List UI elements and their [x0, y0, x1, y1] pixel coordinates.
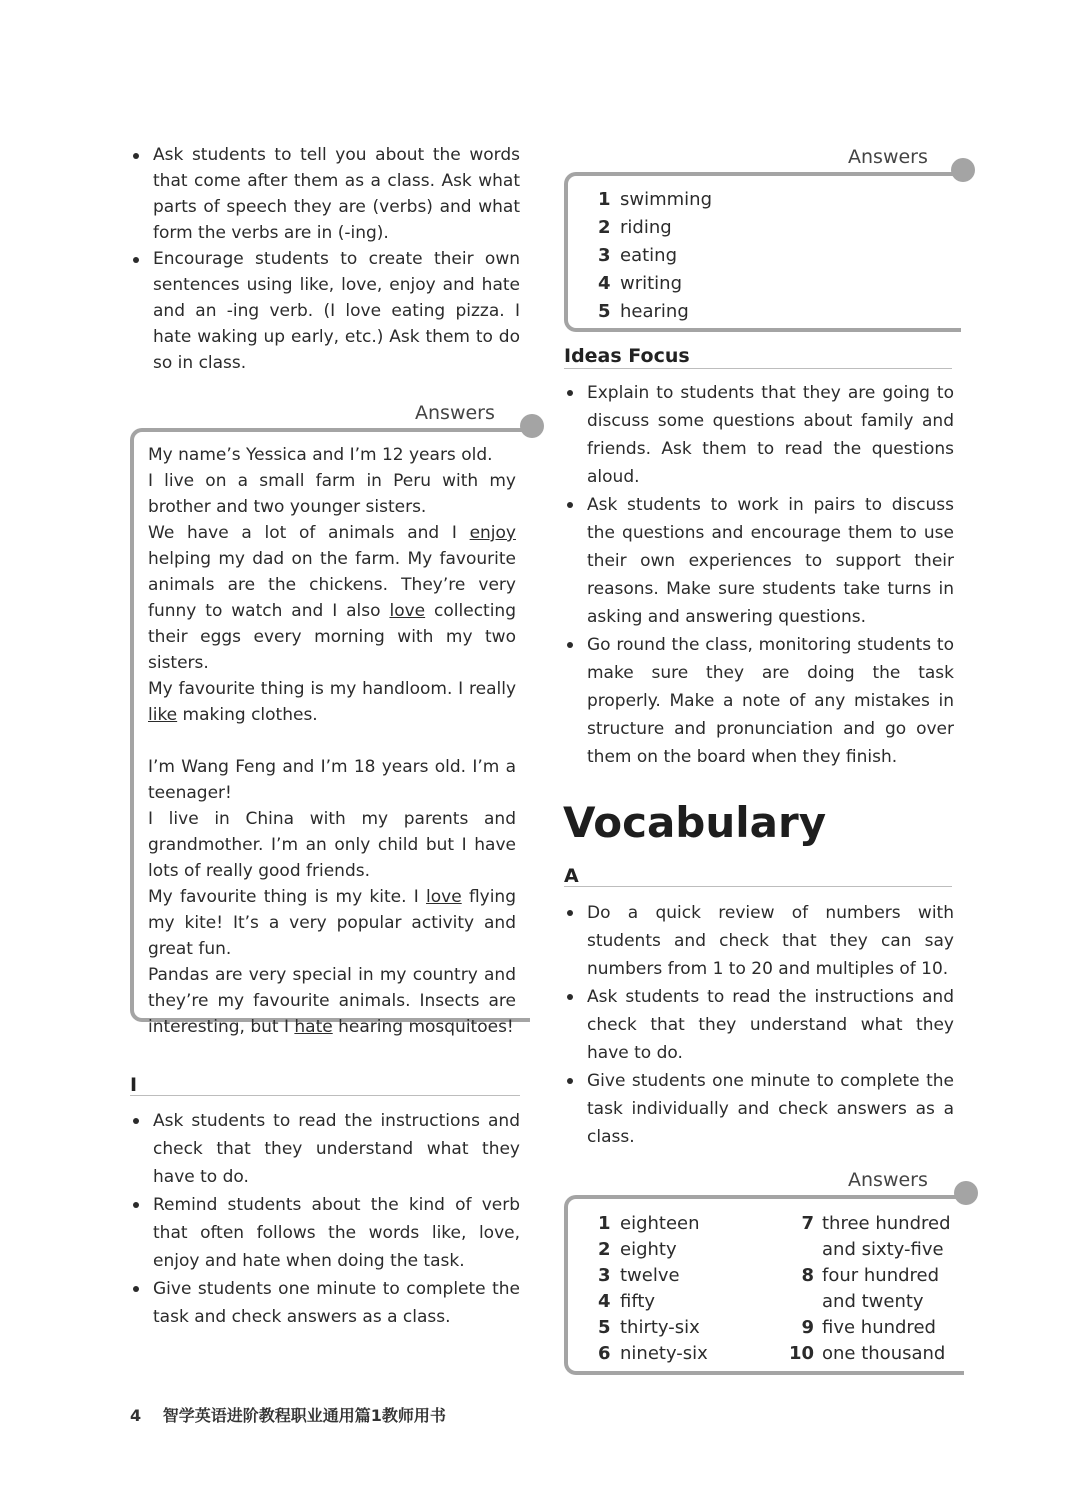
bullet-item: Explain to students that they are going to discuss some questions about family and friends. Ask them to read the questions aloud. — [564, 379, 954, 491]
answer-paragraph: We have a lot of animals and I enjoy helping my dad on the farm. My favourite animals are the chickens. They’re very funny to watch and I also love collecting their eggs every morning with my two sisters. — [148, 523, 516, 673]
answer-item: 1 eighteen — [598, 1213, 700, 1234]
bullet-item: Ask students to tell you about the words that come after them as a class. Ask what parts of speech they are (verbs) and what form the verbs are in (-ing). — [130, 142, 520, 246]
answer-item-continued: and twenty — [822, 1291, 924, 1312]
answers-label: Answers — [848, 1169, 928, 1191]
answers-column-1 — [598, 1211, 768, 1367]
answers-box — [130, 428, 530, 1037]
bullet-item: Remind students about the kind of verb that often follows the words like, love, enjoy and hate when doing the task. — [130, 1191, 520, 1275]
answers-box — [564, 172, 961, 332]
section-heading-a: A — [564, 865, 952, 887]
answer-item: 3 twelve — [598, 1265, 680, 1286]
book-title: 智学英语进阶教程职业通用篇1教师用书 — [162, 1406, 446, 1425]
section-i-bullets — [130, 1107, 520, 1331]
answers-box — [564, 1195, 964, 1375]
bullet-item: Give students one minute to complete the task individually and check answers as a class. — [564, 1067, 954, 1151]
answer-item: 7 three hundred — [801, 1213, 951, 1234]
answer-item: 10 one thousand — [788, 1343, 946, 1364]
answer-item: 3 eating — [598, 245, 677, 266]
answer-item: 5 thirty-six — [598, 1317, 700, 1338]
section-heading-ideas-focus: Ideas Focus — [564, 345, 952, 369]
answer-item: 4 writing — [598, 273, 683, 294]
vocabulary-title: Vocabulary — [563, 798, 827, 847]
page-footer — [130, 1403, 446, 1426]
answer-paragraph: I live on a small farm in Peru with my brother and two younger sisters. — [148, 471, 516, 517]
answer-item-continued: and sixty-five — [822, 1239, 944, 1260]
section-heading-i: I — [130, 1074, 520, 1096]
section-a-bullets — [564, 899, 954, 1151]
bullet-item: Go round the class, monitoring students to make sure they are doing the task properly. Make a note of any mistakes in structure and pronunciation and go over them on the board when they finish. — [564, 631, 954, 771]
bullet-item: Ask students to read the instructions and check that they understand what they have to do. — [130, 1107, 520, 1191]
bullet-item: Ask students to read the instructions and check that they understand what they have to do. — [564, 983, 954, 1067]
answer-paragraph: My favourite thing is my kite. I love flying my kite! It’s a very popular activity and great fun. — [148, 887, 516, 959]
answer-paragraph: I’m Wang Feng and I’m 18 years old. I’m a teenager! — [148, 757, 516, 803]
answer-paragraph: Pandas are very special in my country and they’re my favourite animals. Insects are interesting, but I hate hearing mosquitoes! — [148, 965, 516, 1037]
bullet-item: Do a quick review of numbers with students and check that they can say numbers from 1 to 20 and multiples of 10. — [564, 899, 954, 983]
page-number: 4 — [130, 1406, 142, 1425]
answers-label: Answers — [415, 402, 495, 424]
answer-item: 1 swimming — [598, 189, 713, 210]
left-top-bullets — [130, 142, 520, 376]
answer-item: 2 eighty — [598, 1239, 677, 1260]
answer-item: 8 four hundred — [801, 1265, 940, 1286]
bullet-item: Ask students to work in pairs to discuss the questions and encourage them to use their own experiences to support their reasons. Make sure students take turns in asking and answering questions. — [564, 491, 954, 631]
bullet-item: Give students one minute to complete the task and check answers as a class. — [130, 1275, 520, 1331]
answers-column-2 — [778, 1211, 951, 1367]
ideas-focus-bullets — [564, 379, 954, 771]
answer-paragraph: My name’s Yessica and I’m 12 years old. — [148, 445, 493, 465]
answer-paragraph: My favourite thing is my handloom. I really like making clothes. — [148, 679, 516, 725]
answer-item: 9 five hundred — [801, 1317, 936, 1338]
answer-item: 6 ninety-six — [598, 1343, 708, 1364]
answer-paragraph: I live in China with my parents and grandmother. I’m an only child but I have lots of really good friends. — [148, 809, 516, 881]
answer-item: 2 riding — [598, 217, 672, 238]
answer-item: 4 fifty — [598, 1291, 656, 1312]
answers-label: Answers — [848, 146, 928, 168]
answer-item: 5 hearing — [598, 301, 689, 322]
bullet-item: Encourage students to create their own sentences using like, love, enjoy and hate and an -ing verb. (I love eating pizza. I hate waking up early, etc.) Ask them to do so in class. — [130, 246, 520, 376]
